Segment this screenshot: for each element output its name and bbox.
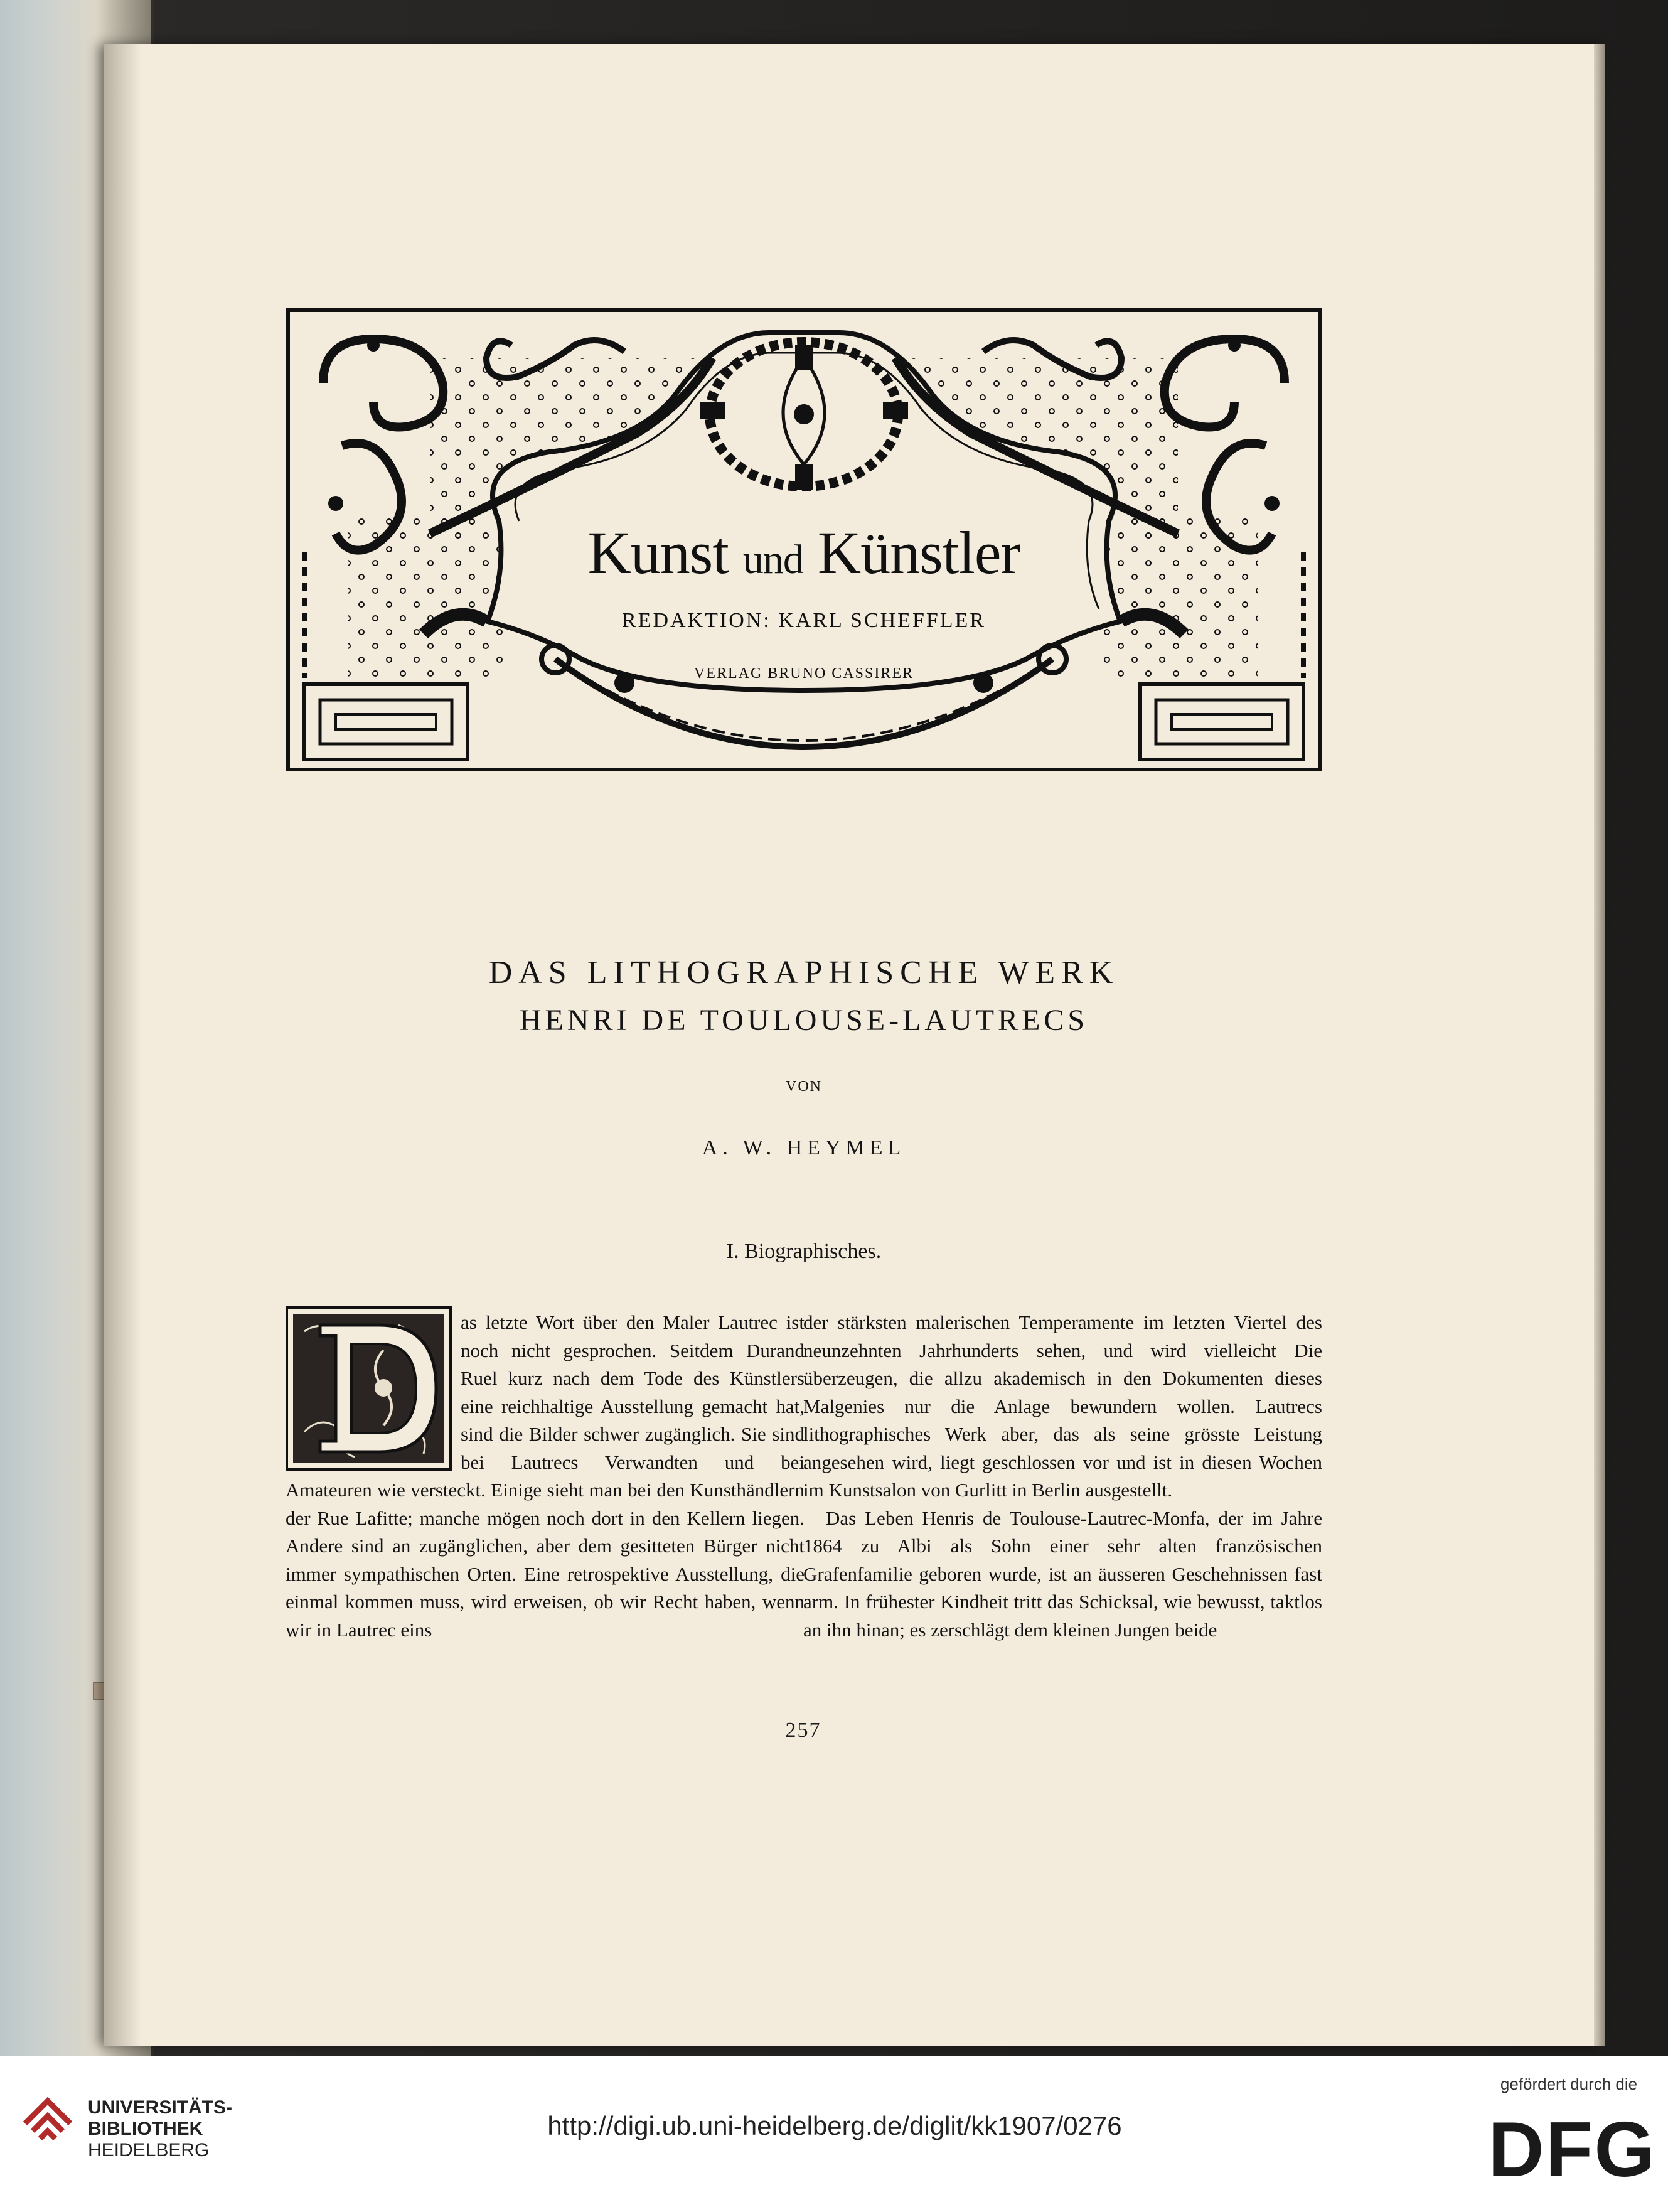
right-column-paragraph-2: Das Leben Henris de Toulouse-Lautrec-Monfa, der im Jahre 1864 zu Albi als Sohn einer sehr alten französischen Grafenfamilie geboren wurde, ist an äusseren Geschehnissen fast arm. In frühester Kindheit tritt das Schicksal, wie bewusst, taktlos an ihn hinan; es zerschlägt dem kleinen Jungen beide [803, 1506, 1322, 1641]
funded-by-label: gefördert durch die [1500, 2075, 1638, 2093]
masthead-title-part1: Kunst [587, 519, 729, 586]
masthead-ornament [286, 308, 1322, 772]
page-number: 257 [785, 1719, 821, 1742]
library-name-line-3: HEIDELBERG [88, 2140, 210, 2161]
library-name-line-1: UNIVERSITÄTS- [88, 2097, 233, 2118]
spine-shadow [104, 44, 141, 2046]
masthead-title-part3: Künstler [817, 519, 1020, 586]
right-column [803, 1309, 1322, 1644]
byline-label: VON [786, 1078, 822, 1095]
masthead-title [286, 518, 1322, 588]
masthead-editor: REDAKTION: KARL SCHEFFLER [622, 609, 986, 632]
university-library-logo-icon [19, 2095, 77, 2152]
right-column-paragraph-1: der stärksten malerischen Temperamente im letzten Viertel des neunzehnten Jahrhunderts sehen, und wird vielleicht Die überzeugen, die allzu akademisch in den Dokumenten dieses Malgenies nur die Anlage bewundern wollen. Lautrecs lithographisches Werk aber, das als seine grösste Leistung angesehen wird, liegt geschlossen vor und ist in diesen Wochen im Kunstsalon von Gurlitt in Berlin ausgestellt. [803, 1311, 1322, 1501]
permalink-url[interactable]: http://digi.ub.uni-heidelberg.de/diglit/kk1907/0276 [547, 2111, 1122, 2140]
masthead-title-part2: und [742, 537, 803, 583]
article-title-line-2: HENRI DE TOULOUSE-LAUTRECS [519, 1004, 1089, 1037]
masthead-publisher: VERLAG BRUNO CASSIRER [693, 665, 914, 682]
left-column-text: as letzte Wort über den Maler Lautrec ist noch nicht gesprochen. Seitdem Durand Ruel kurz nach dem Tode des Künstlers eine reichhaltige Ausstellung gemacht hat, sind die Bilder schwer zugänglich. Sie sind bei Lautrecs Verwandten und bei Amateuren wie versteckt. Einige sieht man bei den Kunsthändlern der Rue Lafitte; manche mögen noch dort in den Kellern liegen. Andere sind an zugänglichen, aber dem gesitteten Bürger nicht immer sympathischen Orten. Eine retrospektive Ausstellung, die einmal kommen muss, wird erweisen, ob wir Recht haben, wenn wir in Lautrec eins [286, 1311, 805, 1641]
dfg-logo: DFG [1488, 2107, 1656, 2193]
section-heading: I. Biographisches. [726, 1240, 882, 1263]
author-name: A. W. HEYMEL [702, 1136, 906, 1159]
page-stack-edge [1594, 44, 1605, 2046]
digitization-footer [0, 2056, 1668, 2212]
article-title-line-1: DAS LITHOGRAPHISCHE WERK [488, 955, 1120, 991]
left-column [286, 1309, 805, 1644]
library-name-line-2: BIBLIOTHEK [88, 2118, 203, 2139]
drop-cap-d-illustration [286, 1306, 452, 1471]
